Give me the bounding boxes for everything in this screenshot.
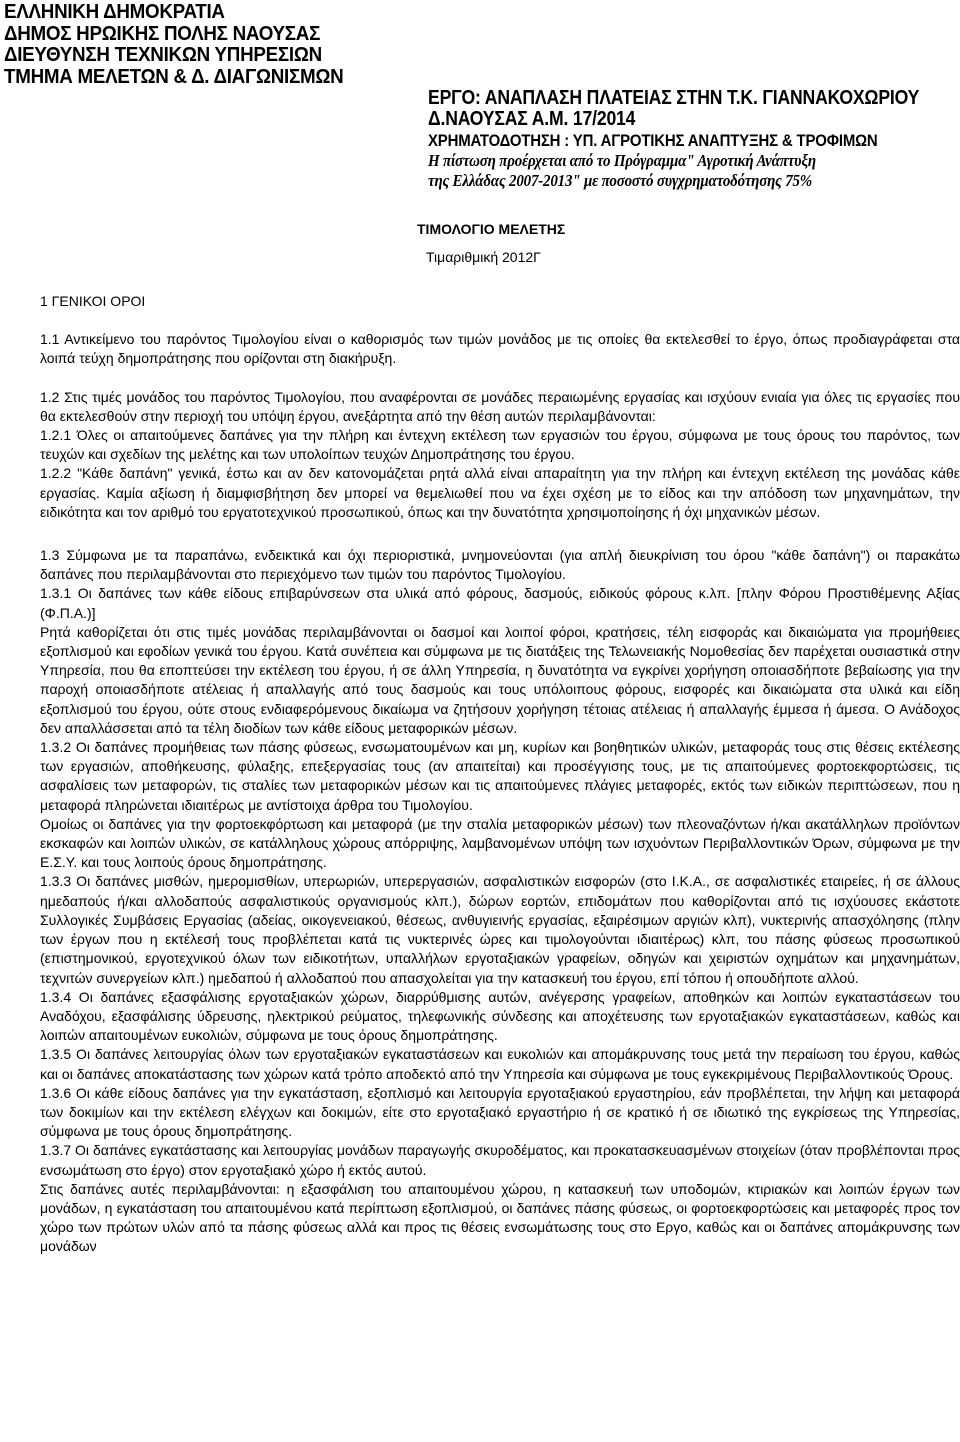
document-title: ΤΙΜΟΛΟΓΙΟ ΜΕΛΕΤΗΣ bbox=[417, 221, 566, 237]
funding-line: ΧΡΗΜΑΤΟΔΟΤΗΣΗ : ΥΠ. ΑΓΡΟΤΙΚΗΣ ΑΝΑΠΤΥΞΗΣ & ΤΡΟΦΙΜΩΝ bbox=[428, 131, 878, 150]
paragraph: 1.3.5 Οι δαπάνες λειτουργίας όλων των εργοταξιακών εγκαταστάσεων και ευκολιών και απομάκρυνσης τους μετά την περαίωση του έργου, καθώς και οι δαπάνες αποκατάστασης των χώρων κατά τρόπο αποδεκτό από την Υπηρεσία και σύμφωνα με τους εγκεκριμένους Περιβαλλοντικούς Όρους. bbox=[40, 1046, 960, 1082]
paragraph: 1.3.7 Οι δαπάνες εγκατάστασης και λειτουργίας μονάδων παραγωγής σκυροδέματος, και προκατασκευασμένων στοιχείων (όταν προβλέπονται προς ενσωμάτωση στο έργο) στον εργοταξιακό χώρο ή εκτός αυτού. bbox=[40, 1142, 960, 1178]
paragraph: 1.1 Αντικείμενο του παρόντος Τιμολογίου είναι ο καθορισμός των τιμών μονάδος με τις οποίες θα εκτελεσθεί το έργο, όπως προδιαγράφεται στα λοιπά τεύχη δημοπράτησης που ορίζονται στη διακήρυξη. bbox=[40, 331, 960, 367]
paragraph: Ομοίως οι δαπάνες για την φορτοεκφόρτωση και μεταφορά (με την σταλία μεταφορικών μέσων) των πλεοναζόντων ή/και ακατάλληλων προϊόντων εκσκαφών και λοιπών υλικών, σε κατάλληλους χώρους απόρριψης, λαμβανομένων υπόψη των ισχυόντων Περιβαλλοντικών Όρων, σύμφωνα με την Ε.Σ.Υ. και τους λοιπούς όρους δημοπράτησης. bbox=[40, 815, 960, 871]
funding-note-line: Η πίστωση προέρχεται από το Πρόγραμμα" Αγροτική Ανάπτυξη bbox=[428, 151, 816, 170]
project-code: Δ.ΝΑΟΥΣΑΣ Α.Μ. 17/2014 bbox=[428, 108, 636, 130]
paragraph: 1.2 Στις τιμές μονάδος του παρόντος Τιμολογίου, που αναφέρονται σε μονάδες περαιωμένης εργασίας και ισχύουν ενιαία για όλες τις εργασίες που θα εκτελεσθούν στην περιοχή του υπόψη έργου, ανεξάρτητα από την θέση αυτών περιλαμβάνονται: bbox=[40, 388, 960, 424]
paragraph: Στις δαπάνες αυτές περιλαμβάνονται: η εξασφάλιση του απαιτουμένου χώρου, η κατασκευή των υποδομών, κτιριακών και λοιπών έργων των μονάδων, η εγκατάσταση του απαιτουμένου κατά περίπτωση εξοπλισμού, οι δαπάνες πάσης φύσεως, οι φορτοεκφορτώσεις και μεταφορές προς τον χώρο των πρώτων υλών από τα πάσης φύσεως αλλά και προς τις θέσεις ενσωμάτωσης τους στο Εργο, καθώς και οι δαπάνες απομάκρυνσης των μονάδων bbox=[40, 1180, 960, 1255]
authority-line: ΔΙΕΥΘΥΝΣΗ ΤΕΧΝΙΚΩΝ ΥΠΗΡΕΣΙΩΝ bbox=[4, 44, 322, 66]
paragraph: 1.3.1 Οι δαπάνες των κάθε είδους επιβαρύνσεων στα υλικά από φόρους, δασμούς, ειδικούς φόρους κ.λπ. [πλην Φόρου Προστιθέμενης Αξίας (Φ.Π.Α.)] bbox=[40, 585, 960, 621]
project-block bbox=[428, 88, 919, 191]
paragraph: Ρητά καθορίζεται ότι στις τιμές μονάδας περιλαμβάνονται οι δασμοί και λοιποί φόροι, κρατήσεις, τέλη εισφοράς και δικαιώματα για προμήθειες εξοπλισμού και εφοδίων γενικά του έργου. Κατά συνέπεια και σύμφωνα με τις διατάξεις της Τελωνειακής Νομοθεσίας δεν παρέχεται ουσιαστικά στην Υπηρεσία, που θα εποπτεύσει την εκτέλεση του έργου, ή σε άλλη Υπηρεσία, η δυνατότητα να εγκρίνει χορήγηση οποιασδήποτε βεβαίωσης για την παροχή οποιασδήποτε ατέλειας ή απαλλαγής από τους δασμούς και τους υπόλοιπους φόρους, εισφορές και δικαιώματα στα υλικά και είδη εξοπλισμού του έργου, ούτε στους ενδιαφερόμενους δικαίωμα να ζητήσουν χορήγηση τέτοιας ατέλειας ή απαλλαγής έμμεσα ή άμεσα. Ο Ανάδοχος δεν απαλλάσσεται από τα τέλη διοδίων των κάθε είδους μεταφορικών μέσων. bbox=[40, 623, 960, 736]
section-heading: 1 ΓΕΝΙΚΟΙ ΟΡΟΙ bbox=[40, 293, 146, 309]
document-body bbox=[40, 292, 960, 1257]
paragraph: 1.3.4 Οι δαπάνες εξασφάλισης εργοταξιακών χώρων, διαρρύθμισης αυτών, ανέγερσης γραφείων, αποθηκών και λοιπών εγκαταστάσεων του Αναδόχου, εξασφάλισης ύδρευσης, ηλεκτρικού ρεύματος, τηλεφωνικής σύνδεσης και αποχέτευσης των εργοταξιακών εγκαταστάσεων, καθώς και λοιπών απαιτουμένων ευκολιών, σύμφωνα με τους όρους δημοπράτησης. bbox=[40, 988, 960, 1044]
authority-line: ΤΜΗΜΑ ΜΕΛΕΤΩΝ & Δ. ΔΙΑΓΩΝΙΣΜΩΝ bbox=[4, 65, 344, 88]
paragraph: 1.3.6 Οι κάθε είδους δαπάνες για την εγκατάσταση, εξοπλισμό και λειτουργία εργοταξιακού εργαστηρίου, εάν προβλέπεται, την λήψη και μεταφορά των δοκιμίων και την εκτέλεση ελέγχων και δοκιμών, είτε στο εργοταξιακό εργαστήριο ή σε κρατικό ή σε ιδιωτικό της εγκρίσεως της Υπηρεσίας, σύμφωνα με τους όρους δημοπράτησης. bbox=[40, 1084, 960, 1140]
paragraph: 1.3.3 Οι δαπάνες μισθών, ημερομισθίων, υπερωριών, υπερεργασιών, ασφαλιστικών εισφορών (στο Ι.Κ.Α., σε ασφαλιστικές εταιρείες, ή σε άλλους ημεδαπούς ή/και αλλοδαπούς ασφαλιστικούς οργανισμούς κλπ.), δώρων εορτών, επιδομάτων που καθορίζονται από τις ισχύουσες εκάστοτε Συλλογικές Συμβάσεις Εργασίας (αδείας, οικογενειακού, θέσεως, ανθυγιεινής εργασίας, εξαιρέσιμων αργιών κλπ), νυκτερινής απασχόλησης (πλην των έργων που η εκτέλεσή τους προβλέπεται κατά τις νυκτερινές ώρες και τιμολογούνται ιδιαιτέρως) κλπ, του πάσης φύσεως προσωπικού (επιστημονικού, εργοτεχνικού όλων των ειδικοτήτων, υπαλλήλων εργοταξιακών γραφείων, οδηγών και χειριστών οχημάτων και μηχανημάτων, τεχνιτών συνεργείων κλπ.) ημεδαπού ή αλλοδαπού που απασχολείται για την κατασκευή του έργου, επί τόπου ή οπουδήποτε αλλού. bbox=[40, 873, 960, 986]
paragraph: 1.2.1 Όλες οι απαιτούμενες δαπάνες για την πλήρη και έντεχνη εκτέλεση των εργασιών του έργου, σύμφωνα με τους όρους του παρόντος, των τευχών και σχεδίων της μελέτης και των υπολοίπων τευχών Δημοπράτησης του έργου. bbox=[40, 427, 960, 463]
paragraph: 1.3 Σύμφωνα με τα παραπάνω, ενδεικτικά και όχι περιοριστικά, μνημονεύονται (για απλή διευκρίνιση του όρου "κάθε δαπάνη") οι παρακάτω δαπάνες που περιλαμβάνονται στο περιεχόμενο των τιμών του παρόντος Τιμολογίου. bbox=[40, 547, 960, 583]
paragraph: 1.3.2 Οι δαπάνες προμήθειας των πάσης φύσεως, ενσωματουμένων και μη, κυρίων και βοηθητικών υλικών, μεταφοράς τους στις θέσεις εκτέλεσης των εργασιών, αποθήκευσης, φύλαξης, επεξεργασίας τους (αν απαιτείται) και προσέγγισης τους, με τις απαιτούμενες φορτοεκφορτώσεις, τις ασφαλίσεις των μεταφορών, τις σταλίες των μεταφορικών μέσων και τις απαιτούμενες πλάγιες μεταφορές, εκτός των ειδικών περιπτώσεων, που η μεταφορά πληρώνεται ιδιαιτέρως με αντίστοιχα άρθρα του Τιμολογίου. bbox=[40, 739, 960, 813]
document-subtitle: Τιμαριθμική 2012Γ bbox=[426, 249, 541, 265]
project-title: ΕΡΓΟ: ΑΝΑΠΛΑΣΗ ΠΛΑΤΕΙΑΣ ΣΤΗΝ Τ.Κ. ΓΙΑΝΝΑΚΟΧΩΡΙΟΥ bbox=[428, 87, 920, 109]
authority-block bbox=[4, 2, 343, 88]
authority-line: ΕΛΛΗΝΙΚΗ ΔΗΜΟΚΡΑΤΙΑ bbox=[4, 1, 225, 23]
authority-line: ΔΗΜΟΣ ΗΡΩΙΚΗΣ ΠΟΛΗΣ ΝΑΟΥΣΑΣ bbox=[4, 22, 321, 45]
paragraph: 1.2.2 "Κάθε δαπάνη" γενικά, έστω και αν δεν κατονομάζεται ρητά αλλά είναι απαραίτητη για την πλήρη και έντεχνη εκτέλεση της μονάδας κάθε εργασίας. Καμία αξίωση ή διαμφισβήτηση δεν μπορεί να θεμελιωθεί που να έχει σχέση με το είδος και την απόδοση των μηχανημάτων, την ειδικότητα και τον αριθμό του εργατοτεχνικού προσωπικού, όπως και την δυνατότητα χρησιμοποίησης ή όχι μηχανικών μέσων. bbox=[40, 465, 960, 520]
funding-note-line: της Ελλάδας 2007-2013" με ποσοστό συγχρηματοδότησης 75% bbox=[428, 171, 813, 190]
